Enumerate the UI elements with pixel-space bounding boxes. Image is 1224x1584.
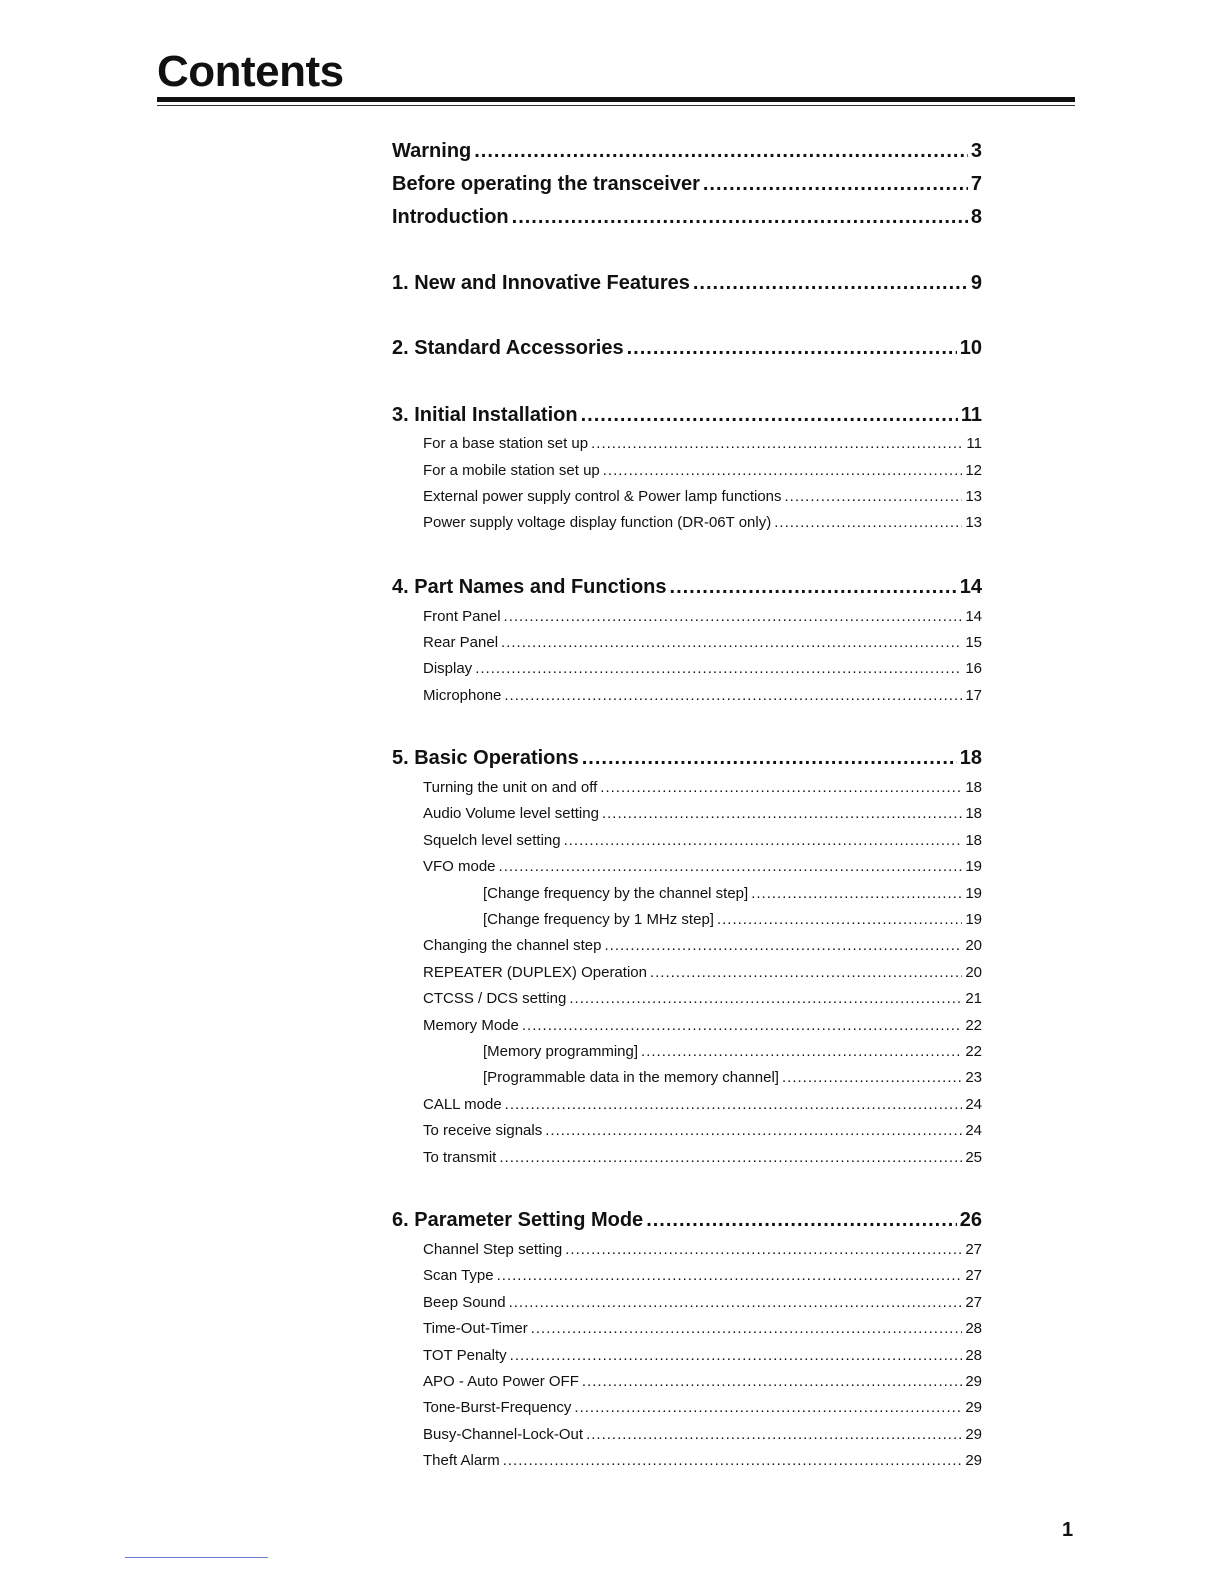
- dot-leader: [600, 779, 962, 796]
- toc-subsubentry[interactable]: [483, 885, 982, 902]
- toc-entry-label: Warning: [392, 140, 472, 162]
- toc-subentry[interactable]: [423, 1294, 982, 1311]
- dot-leader: [504, 687, 962, 704]
- dot-leader: [510, 1347, 963, 1364]
- toc-entry-page: 24: [965, 1122, 982, 1139]
- title-rule-thin: [157, 105, 1075, 106]
- toc-subentry[interactable]: [423, 1426, 982, 1443]
- toc-entry-label: [Memory programming]: [483, 1043, 639, 1060]
- toc-entry-page: 11: [960, 404, 982, 426]
- toc-subentry[interactable]: [423, 1399, 982, 1416]
- dot-leader: [474, 140, 968, 163]
- toc-entry-page: 18: [965, 779, 982, 796]
- toc-entry-page: 27: [965, 1294, 982, 1311]
- dot-leader: [703, 173, 968, 196]
- dot-leader: [641, 1043, 962, 1060]
- toc-entry-label: 2. Standard Accessories: [392, 337, 624, 359]
- toc-entry-label: Rear Panel: [423, 634, 499, 651]
- toc-entry-label: Channel Step setting: [423, 1241, 563, 1258]
- toc-entry-label: REPEATER (DUPLEX) Operation: [423, 964, 647, 981]
- toc-subentry[interactable]: [423, 937, 982, 954]
- toc-section-6[interactable]: [392, 1209, 982, 1232]
- toc-entry-before-operating[interactable]: [392, 173, 982, 196]
- toc-section-3[interactable]: [392, 404, 982, 427]
- toc-entry-page: 29: [965, 1426, 982, 1443]
- toc-entry-label: Power supply voltage display function (DR-06T only): [423, 514, 772, 531]
- toc-entry-page: 19: [965, 885, 982, 902]
- toc-subentry[interactable]: [423, 1017, 982, 1034]
- toc-entry-label: Beep Sound: [423, 1294, 506, 1311]
- toc-subentry[interactable]: [423, 1373, 982, 1390]
- toc-entry-page: 7: [970, 173, 982, 195]
- toc-entry-page: 19: [965, 911, 982, 928]
- toc-subentry[interactable]: [423, 964, 982, 981]
- toc-entry-label: APO - Auto Power OFF: [423, 1373, 579, 1390]
- dot-leader: [785, 488, 963, 505]
- toc-entry-label: CALL mode: [423, 1096, 502, 1113]
- toc-entry-label: For a mobile station set up: [423, 462, 600, 479]
- toc-entry-label: Theft Alarm: [423, 1452, 500, 1469]
- toc-entry-page: 28: [965, 1347, 982, 1364]
- toc-subentry[interactable]: [423, 634, 982, 651]
- toc-entry-page: 27: [965, 1241, 982, 1258]
- toc-entry-page: 29: [965, 1399, 982, 1416]
- dot-leader: [565, 1241, 962, 1258]
- toc-entry-label: External power supply control & Power lamp functions: [423, 488, 782, 505]
- toc-entry-label: TOT Penalty: [423, 1347, 507, 1364]
- toc-entry-page: 14: [959, 576, 982, 598]
- toc-entry-page: 18: [959, 747, 982, 769]
- toc-entry-page: 28: [965, 1320, 982, 1337]
- toc-entry-label: 3. Initial Installation: [392, 404, 578, 426]
- dot-leader: [512, 206, 968, 229]
- toc-entry-label: [Programmable data in the memory channel]: [483, 1069, 779, 1086]
- dot-leader: [501, 634, 962, 651]
- toc-subentry[interactable]: [423, 435, 982, 452]
- dot-leader: [475, 660, 962, 677]
- dot-leader: [509, 1294, 963, 1311]
- toc-subentry[interactable]: [423, 858, 982, 875]
- dot-leader: [751, 885, 962, 902]
- toc-entry-page: 8: [970, 206, 982, 228]
- toc-entry-label: VFO mode: [423, 858, 496, 875]
- dot-leader: [582, 1373, 962, 1390]
- toc-entry-label: Microphone: [423, 687, 502, 704]
- toc-entry-label: To transmit: [423, 1149, 497, 1166]
- toc-entry-label: Time-Out-Timer: [423, 1320, 528, 1337]
- toc-entry-label: Busy-Channel-Lock-Out: [423, 1426, 584, 1443]
- toc-subentry[interactable]: [423, 1096, 982, 1113]
- toc-entry-label: 5. Basic Operations: [392, 747, 579, 769]
- toc-subentry[interactable]: [423, 990, 982, 1007]
- toc-entry-page: 27: [965, 1267, 982, 1284]
- dot-leader: [503, 1452, 963, 1469]
- toc-entry-page: 20: [965, 937, 982, 954]
- dot-leader: [646, 1209, 957, 1232]
- dot-leader: [782, 1069, 962, 1086]
- dot-leader: [586, 1426, 962, 1443]
- toc-subsubentry[interactable]: [483, 1043, 982, 1060]
- toc-subentry[interactable]: [423, 1452, 982, 1469]
- toc-section-2[interactable]: [392, 337, 982, 360]
- toc-section-5[interactable]: [392, 747, 982, 770]
- toc-entry-page: 22: [965, 1017, 982, 1034]
- toc-subentry[interactable]: [423, 462, 982, 479]
- toc-entry-introduction[interactable]: [392, 206, 982, 229]
- toc-entry-page: 9: [970, 272, 982, 294]
- toc-entry-page: 26: [959, 1209, 982, 1231]
- dot-leader: [505, 1096, 963, 1113]
- toc-subentry[interactable]: [423, 1149, 982, 1166]
- toc-entry-page: 19: [965, 858, 982, 875]
- dot-leader: [522, 1017, 962, 1034]
- dot-leader: [670, 576, 957, 599]
- toc-entry-page: 10: [959, 337, 982, 359]
- toc-entry-label: CTCSS / DCS setting: [423, 990, 567, 1007]
- page-title: Contents: [157, 47, 344, 96]
- toc-entry-page: 22: [965, 1043, 982, 1060]
- toc-entry-page: 23: [965, 1069, 982, 1086]
- toc-entry-label: Turning the unit on and off: [423, 779, 598, 796]
- toc-subentry[interactable]: [423, 514, 982, 531]
- toc-entry-label: Audio Volume level setting: [423, 805, 599, 822]
- toc-entry-page: 13: [965, 488, 982, 505]
- toc-entry-label: Squelch level setting: [423, 832, 561, 849]
- dot-leader: [693, 272, 968, 295]
- toc-subsubentry[interactable]: [483, 1069, 982, 1086]
- toc-entry-label: Before operating the transceiver: [392, 173, 700, 195]
- toc-entry-label: 6. Parameter Setting Mode: [392, 1209, 644, 1231]
- toc-entry-label: 1. New and Innovative Features: [392, 272, 690, 294]
- toc-entry-label: 4. Part Names and Functions: [392, 576, 667, 598]
- toc-entry-page: 29: [965, 1373, 982, 1390]
- toc-entry-page: 15: [965, 634, 982, 651]
- toc-subentry[interactable]: [423, 832, 982, 849]
- toc-entry-page: 11: [966, 435, 982, 452]
- page-number: 1: [1062, 1519, 1074, 1541]
- toc-entry-page: 29: [965, 1452, 982, 1469]
- toc-entry-page: 14: [965, 608, 982, 625]
- toc-entry-page: 16: [965, 660, 982, 677]
- dot-leader: [603, 462, 963, 479]
- toc-subentry[interactable]: [423, 1267, 982, 1284]
- toc-entry-page: 21: [965, 990, 982, 1007]
- toc-entry-label: Display: [423, 660, 473, 677]
- dot-leader: [504, 608, 963, 625]
- toc-entry-page: 12: [965, 462, 982, 479]
- dot-leader: [717, 911, 962, 928]
- toc-subsubentry[interactable]: [483, 911, 982, 928]
- toc-entry-label: Changing the channel step: [423, 937, 602, 954]
- toc-entry-label: For a base station set up: [423, 435, 589, 452]
- toc-entry-page: 18: [965, 805, 982, 822]
- toc-entry-page: 13: [965, 514, 982, 531]
- toc-entry-page: 18: [965, 832, 982, 849]
- toc-section-1[interactable]: [392, 272, 982, 295]
- toc-entry-page: 20: [965, 964, 982, 981]
- toc-subentry[interactable]: [423, 687, 982, 704]
- toc-entry-label: Tone-Burst-Frequency: [423, 1399, 572, 1416]
- dot-leader: [545, 1122, 962, 1139]
- toc-entry-label: Front Panel: [423, 608, 501, 625]
- dot-leader: [569, 990, 962, 1007]
- toc-entry-page: 25: [965, 1149, 982, 1166]
- title-rule-thick: [157, 97, 1075, 102]
- toc-subentry[interactable]: [423, 1347, 982, 1364]
- toc-entry-label: [Change frequency by 1 MHz step]: [483, 911, 714, 928]
- toc-subentry[interactable]: [423, 1122, 982, 1139]
- dot-leader: [581, 404, 958, 427]
- toc-entry-warning[interactable]: [392, 140, 982, 163]
- dot-leader: [499, 1149, 962, 1166]
- dot-leader: [604, 937, 962, 954]
- dot-leader: [582, 747, 957, 770]
- toc-entry-page: 3: [970, 140, 982, 162]
- toc-entry-page: 24: [965, 1096, 982, 1113]
- dot-leader: [564, 832, 963, 849]
- toc-entry-label: Scan Type: [423, 1267, 494, 1284]
- toc-section-4[interactable]: [392, 576, 982, 599]
- toc-subentry[interactable]: [423, 805, 982, 822]
- toc-subentry[interactable]: [423, 779, 982, 796]
- dot-leader: [574, 1399, 962, 1416]
- toc-subentry[interactable]: [423, 1320, 982, 1337]
- dot-leader: [499, 858, 963, 875]
- footer-divider: [125, 1557, 268, 1558]
- toc-entry-label: Introduction: [392, 206, 509, 228]
- toc-entry-label: [Change frequency by the channel step]: [483, 885, 749, 902]
- toc-entry-label: To receive signals: [423, 1122, 543, 1139]
- dot-leader: [531, 1320, 963, 1337]
- toc-subentry[interactable]: [423, 660, 982, 677]
- dot-leader: [497, 1267, 963, 1284]
- toc-subentry[interactable]: [423, 608, 982, 625]
- dot-leader: [650, 964, 962, 981]
- dot-leader: [627, 337, 957, 360]
- dot-leader: [602, 805, 962, 822]
- toc-entry-label: Memory Mode: [423, 1017, 519, 1034]
- dot-leader: [591, 435, 963, 452]
- dot-leader: [774, 514, 962, 531]
- toc-entry-page: 17: [965, 687, 982, 704]
- toc-subentry[interactable]: [423, 488, 982, 505]
- toc-subentry[interactable]: [423, 1241, 982, 1258]
